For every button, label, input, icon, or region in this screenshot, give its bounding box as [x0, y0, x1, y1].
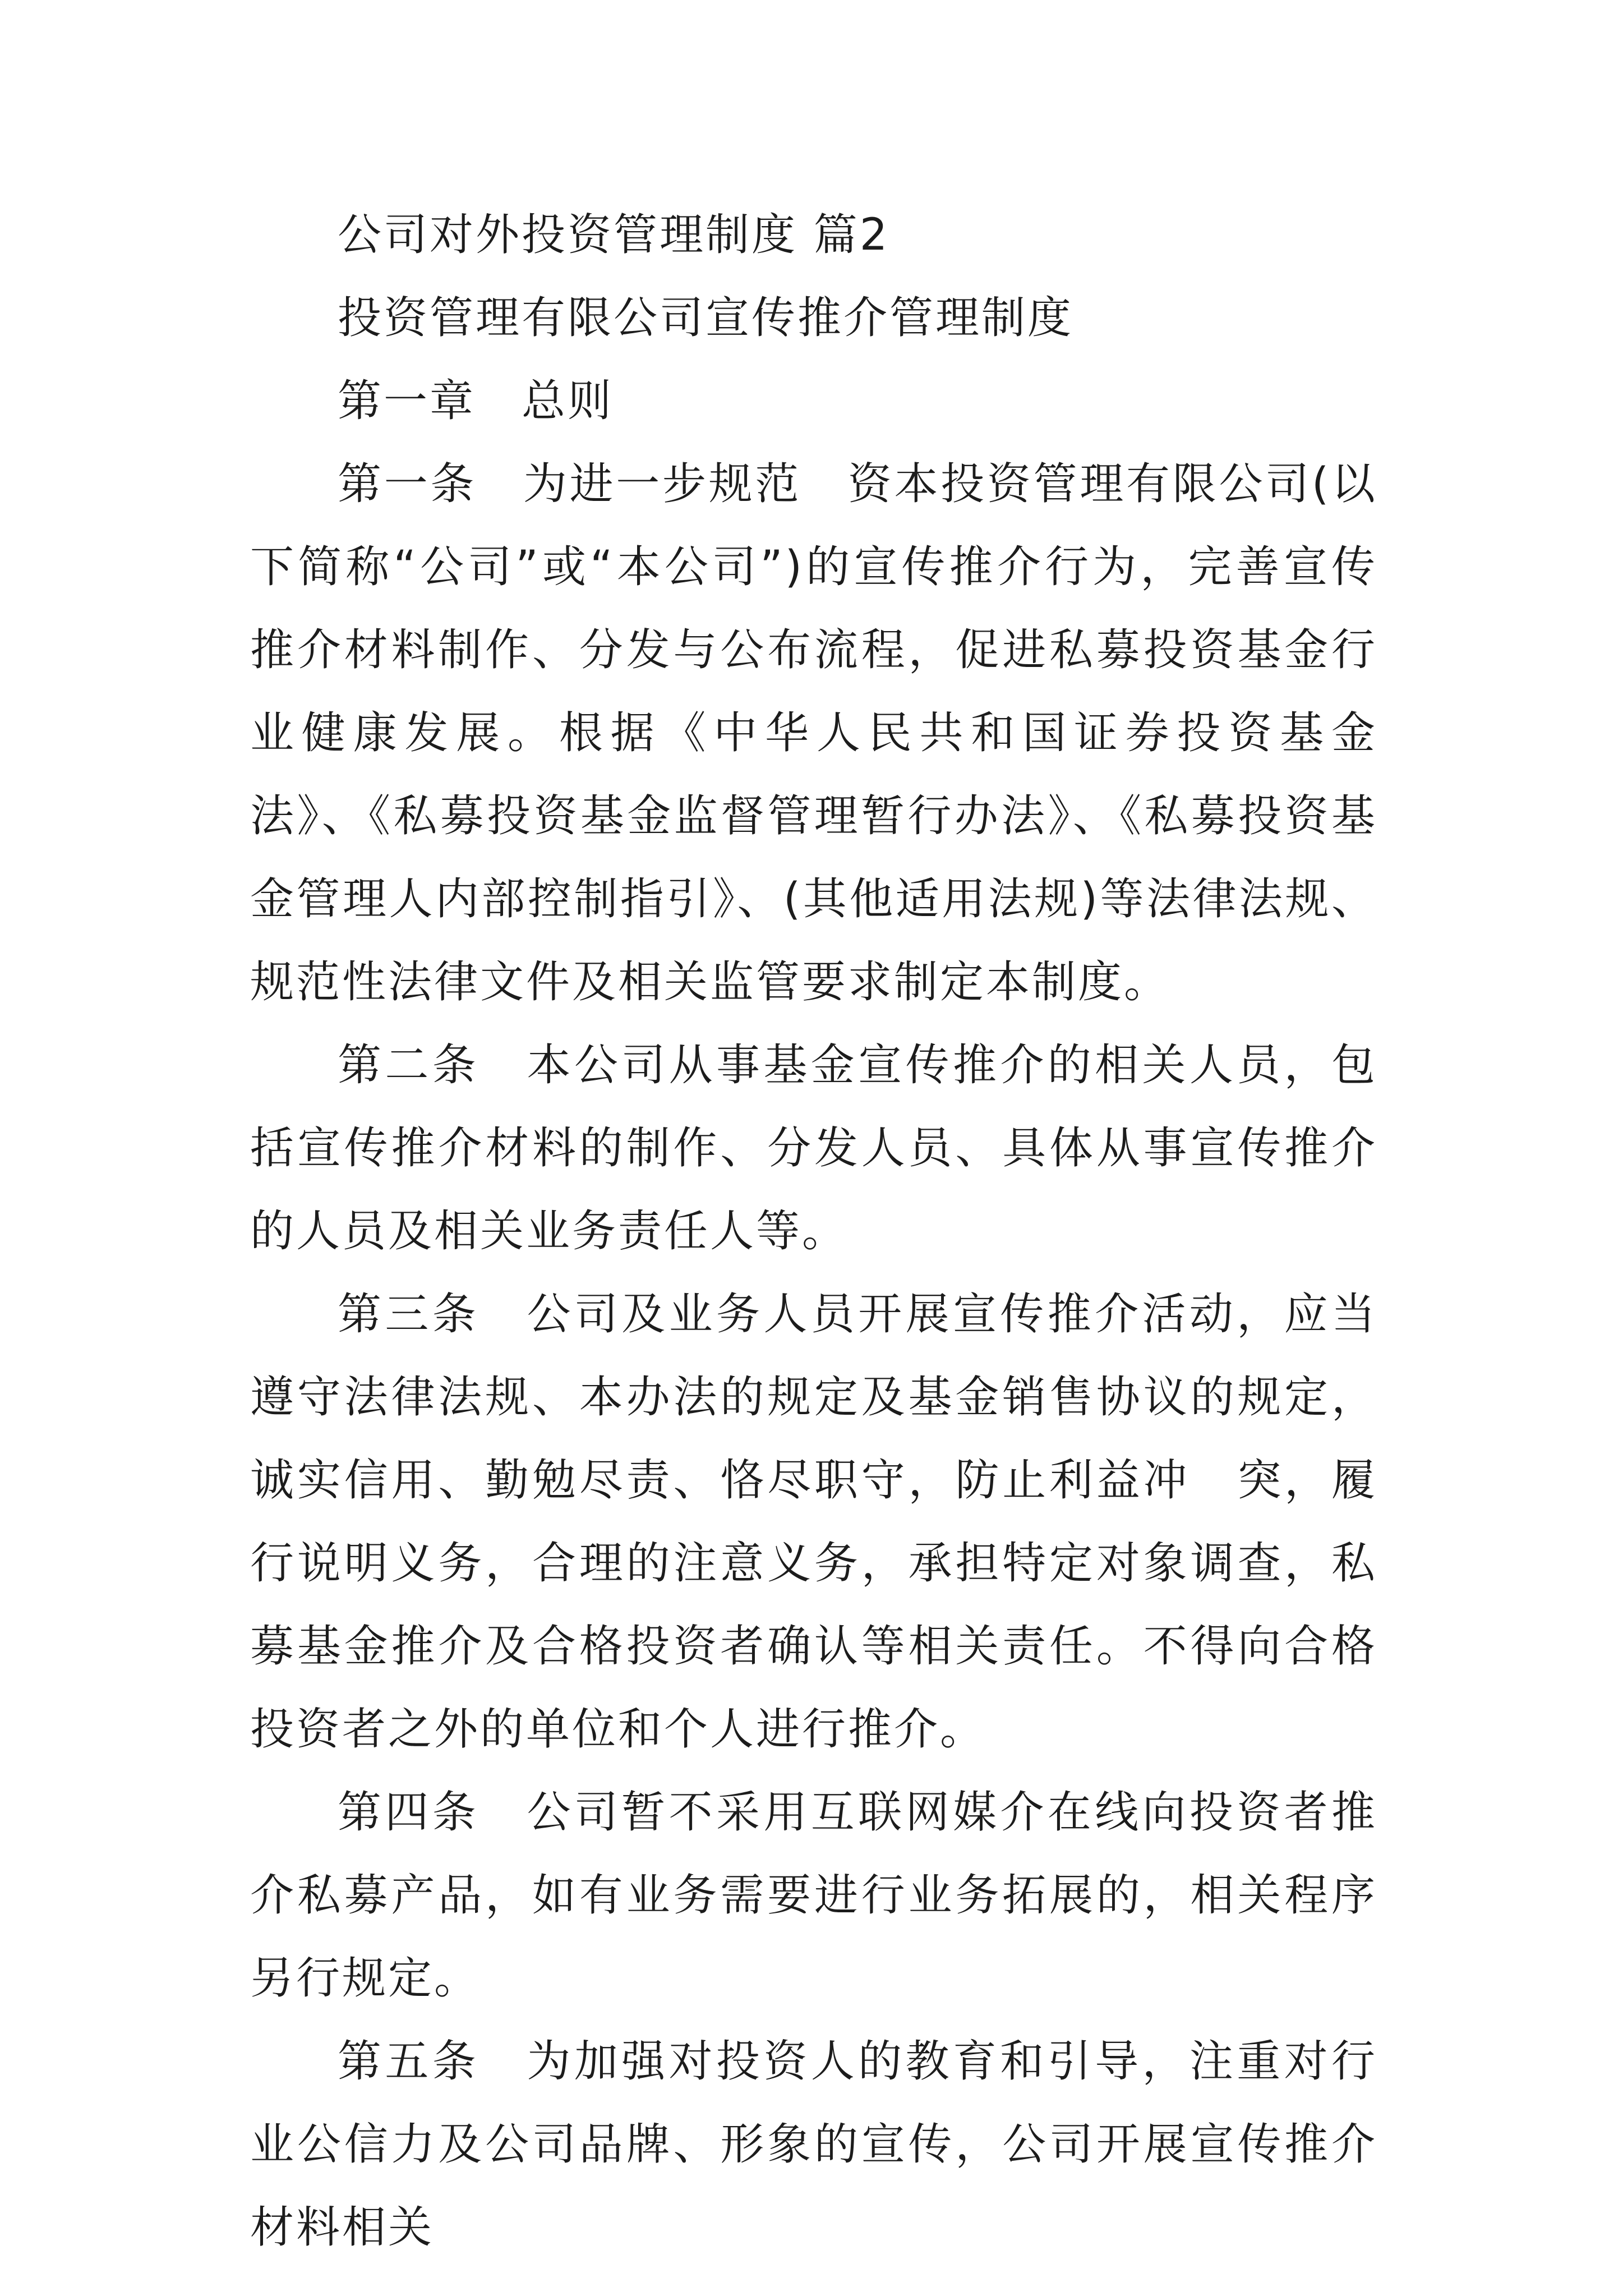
document-title: 投资管理有限公司宣传推介管理制度 — [338, 293, 1074, 343]
article-3: 第三条 公司及业务人员开展宣传推介活动，应当遵守法律法规、本办法的规定及基金销售协议的规定，诚实信用、勤勉尽责、恪尽职守，防止利益冲 突，履行说明义务，合理的注意义务，承担特定对象调查，私募基金推介及合格投资者确认等相关责任。不得向合格投资者之外的单位和个人进行推介。 — [250, 1289, 1377, 1755]
section-heading: 公司对外投资管理制度 篇2 — [338, 210, 890, 260]
document-body — [250, 194, 1377, 2269]
article-2: 第二条 本公司从事基金宣传推介的相关人员，包括宣传推介材料的制作、分发人员、具体从事宣传推介的人员及相关业务责任人等。 — [250, 1040, 1377, 1257]
article-4: 第四条 公司暂不采用互联网媒介在线向投资者推介私募产品，如有业务需要进行业务拓展的，相关程序另行规定。 — [250, 1787, 1377, 2004]
article-5: 第五条 为加强对投资人的教育和引导，注重对行业公信力及公司品牌、形象的宣传，公司开展宣传推介材料相关 — [250, 2036, 1377, 2253]
chapter-heading: 第一章 总则 — [338, 376, 614, 426]
article-1: 第一条 为进一步规范 资本投资管理有限公司(以下简称“公司”或“本公司”)的宣传推介行为，完善宣传推介材料制作、分发与公布流程，促进私募投资基金行业健康发展。根据《中华人民共和国证券投资基金法》、《私募投资基金监督管理暂行办法》、《私募投资基金管理人内部控制指引》、(其他适用法规)等法律法规、规范性法律文件及相关监管要求制定本制度。 — [250, 459, 1377, 1007]
